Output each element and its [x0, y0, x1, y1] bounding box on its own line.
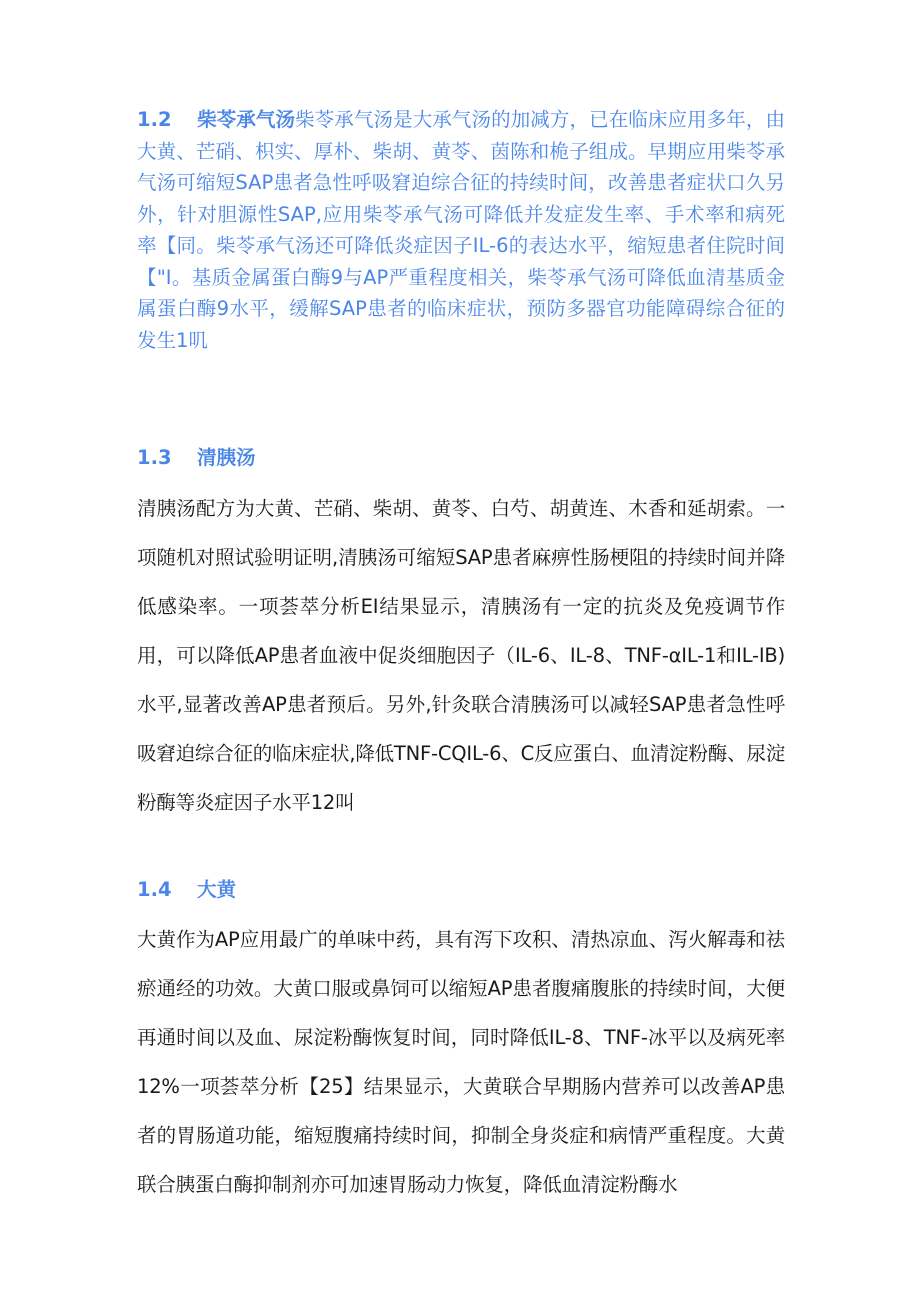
section-1-2-number: 1.2	[137, 108, 172, 131]
section-1-3-title: 清胰汤	[197, 446, 256, 469]
section-1-3-number: 1.3	[137, 446, 172, 469]
section-1-2-body: 柴苓承气汤是大承气汤的加减方，已在临床应用多年，由大黄、芒硝、枳实、厚朴、柴胡、黄苓、茵陈和桅子组成。早期应用柴苓承气汤可缩短SAP患者急性呼吸窘迫综合征的持续时间，改善患者症状口久另外，针对胆源性SAP,应用柴苓承气汤可降低并发症发生率、手术率和病死率【同。柴苓承气汤还可降低炎症因子IL-6的表达水平，缩短患者住院时间【"I。基质金属蛋白酶9与AP严重程度相关，柴苓承气汤可降低血清基质金属蛋白酶9水平，缓解SAP患者的临床症状，预防多器官功能障碍综合征的发生1叽	[137, 108, 785, 352]
section-1-4-body: 大黄作为AP应用最广的单味中药，具有泻下攻积、清热凉血、泻火解毒和祛瘀通经的功效。大黄口服或鼻饲可以缩短AP患者腹痛腹胀的持续时间，大便再通时间以及血、尿淀粉酶恢复时间，同时降低IL-8、TNF-冰平以及病死率12%一项荟萃分析【25】结果显示，大黄联合早期肠内营养可以改善AP患者的胃肠道功能，缩短腹痛持续时间，抑制全身炎症和病情严重程度。大黄联合胰蛋白酶抑制剂亦可加速胃肠动力恢复，降低血清淀粉酶水	[137, 928, 785, 1196]
section-1-4-title: 大黄	[197, 878, 237, 901]
section-1-3-heading	[137, 444, 256, 472]
section-1-4-number: 1.4	[137, 878, 172, 901]
section-1-4-heading	[137, 876, 236, 904]
section-1-2-paragraph	[137, 104, 785, 356]
section-1-3-body: 清胰汤配方为大黄、芒硝、柴胡、黄苓、白芍、胡黄连、木香和延胡索。一项随机对照试验明证明,清胰汤可缩短SAP患者麻痹性肠梗阻的持续时间并降低感染率。一项荟萃分析EI结果显示，清胰汤有一定的抗炎及免疫调节作用，可以降低AP患者血液中促炎细胞因子（IL-6、IL-8、TNF-αIL-1和IL-IB)水平,显著改善AP患者预后。另外,针灸联合清胰汤可以减轻SAP患者急性呼吸窘迫综合征的临床症状,降低TNF-CQIL-6、C反应蛋白、血清淀粉酶、尿淀粉酶等炎症因子水平12叫	[137, 497, 785, 814]
section-1-2-title: 柴苓承气汤	[197, 108, 296, 131]
